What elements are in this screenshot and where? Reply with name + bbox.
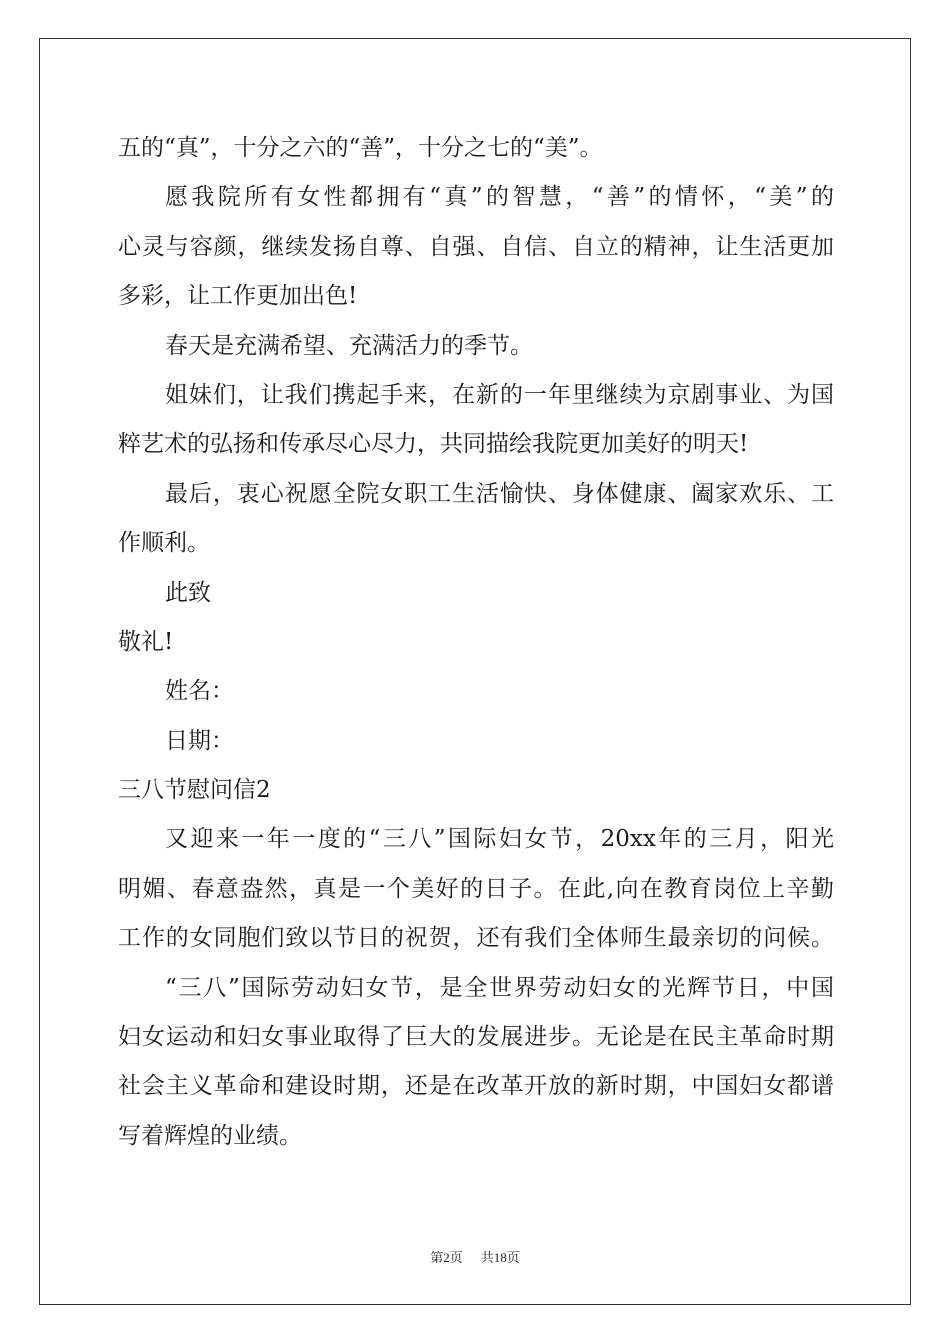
text-line: 工作的女同胞们致以节日的祝贺，还有我们全体师生最亲切的问候。 — [118, 925, 834, 952]
text-line: 姐妹们，让我们携起手来，在新的一年里继续为京剧事业、为国 — [165, 381, 834, 408]
text-line: “三八”国际劳动妇女节，是全世界劳动妇女的光辉节日，中国 — [165, 974, 834, 1001]
text-line: 三八节慰问信2 — [118, 777, 271, 804]
text-line: 社会主义革命和建设时期，还是在改革开放的新时期，中国妇女都谱 — [118, 1073, 834, 1100]
page-number: 第2页 — [430, 1250, 463, 1265]
text-line: 又迎来一年一度的“三八”国际妇女节，20xx年的三月，阳光 — [165, 826, 834, 853]
text-line: 妇女运动和妇女事业取得了巨大的发展进步。无论是在民主革命时期 — [118, 1024, 834, 1051]
text-line: 明媚、春意盎然，真是一个美好的日子。在此,向在教育岗位上辛勤 — [118, 875, 834, 902]
text-line: 最后，衷心祝愿全院女职工生活愉快、身体健康、阖家欢乐、工 — [165, 480, 834, 507]
text-line: 此致 — [165, 579, 211, 606]
document-body — [118, 124, 834, 1161]
text-line: 作顺利。 — [118, 530, 210, 557]
text-line: 多彩，让工作更加出色! — [118, 283, 358, 310]
text-line: 愿我院所有女性都拥有“真”的智慧，“善”的情怀，“美”的 — [165, 184, 834, 211]
page-footer — [0, 1247, 950, 1266]
text-line: 日期： — [165, 727, 234, 754]
text-line: 敬礼! — [118, 628, 174, 655]
page-total: 共18页 — [480, 1250, 520, 1265]
text-line: 粹艺术的弘扬和传承尽心尽力，共同描绘我院更加美好的明天! — [118, 431, 749, 458]
text-line: 姓名： — [165, 678, 234, 705]
text-line: 心灵与容颜，继续发扬自尊、自强、自信、自立的精神，让生活更加 — [118, 233, 834, 260]
text-line: 写着辉煌的业绩。 — [118, 1122, 302, 1149]
text-line: 春天是充满希望、充满活力的季节。 — [165, 332, 533, 359]
text-line: 五的“真”，十分之六的“善”，十分之七的“美”。 — [118, 135, 603, 161]
